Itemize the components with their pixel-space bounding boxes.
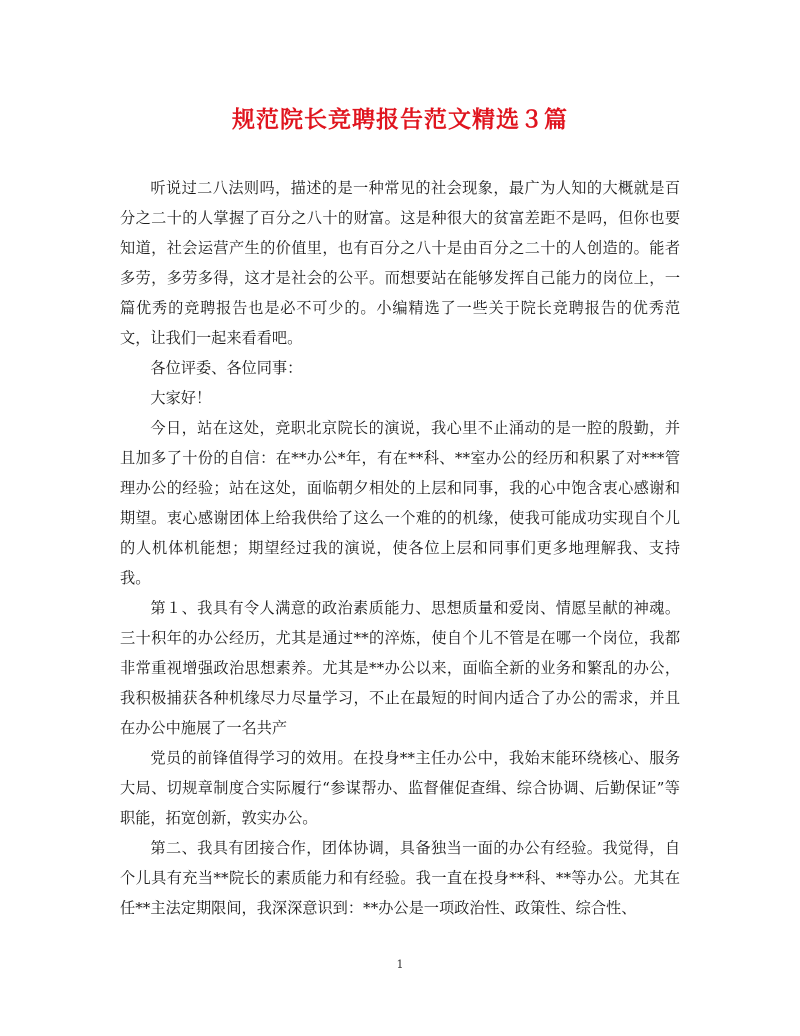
document-title: 规范院长竞聘报告范文精选３篇 [232, 106, 568, 133]
paragraph-opening: 今日，站在这处，竞职北京院长的演说，我心里不止涌动的是一腔的殷勤，并且加多了十份的自信：在**办公*年，有在**科、**室办公的经历和积累了对***管理办公的经验；站在这处，面临朝夕相处的上层和同事，我的心中饱含衷心感谢和期望。衷心感谢团体上给我供给了这么一个难的的机缘，使我可能成功实现自个儿的人机体机能想；期望经过我的演说，使各位上层和同事们更多地理解我、支持我。 [120, 419, 680, 587]
page-number: 1 [396, 958, 404, 971]
paragraph-salutation: 各位评委、各位同事： [150, 359, 303, 377]
paragraph-greeting: 大家好！ [150, 389, 212, 407]
paragraph-point-one-continued: 党员的前锋值得学习的效用。在投身**主任办公中，我始末能环绕核心、服务大局、切规章制度合实际履行“参谋帮办、监督催促查缉、综合协调、后勤保证”等职能，拓宽创新，敦实办公。 [120, 749, 680, 827]
paragraph-point-two: 第二、我具有团接合作，团体协调，具备独当一面的办公有经验。我觉得，自个儿具有充当**院长的素质能力和有经验。我一直在投身**科、**等办公。尤其在任**主法定期限间，我深深意识到：**办公是一项政治性、政策性、综合性、 [120, 839, 680, 917]
paragraph-point-one: 第１、我具有令人满意的政治素质能力、思想质量和爱岗、情愿呈献的神魂。三十积年的办公经历，尤其是通过**的淬炼，使自个儿不管是在哪一个岗位，我都非常重视增强政治思想素养。尤其是**办公以来，面临全新的业务和繁乱的办公，我积极捕获各种机缘尽力尽量学习，不止在最短的时间内适合了办公的需求，并且在办公中施展了一名共产 [120, 599, 680, 737]
document-body [120, 173, 680, 923]
paragraph-intro: 听说过二八法则吗，描述的是一种常见的社会现象，最广为人知的大概就是百分之二十的人掌握了百分之八十的财富。这是种很大的贫富差距不是吗，但你也要知道，社会运营产生的价值里，也有百分之八十是由百分之二十的人创造的。能者多劳，多劳多得，这才是社会的公平。而想要站在能够发挥自己能力的岗位上，一篇优秀的竞聘报告也是必不可少的。小编精选了一些关于院长竞聘报告的优秀范文，让我们一起来看看吧。 [120, 179, 680, 347]
